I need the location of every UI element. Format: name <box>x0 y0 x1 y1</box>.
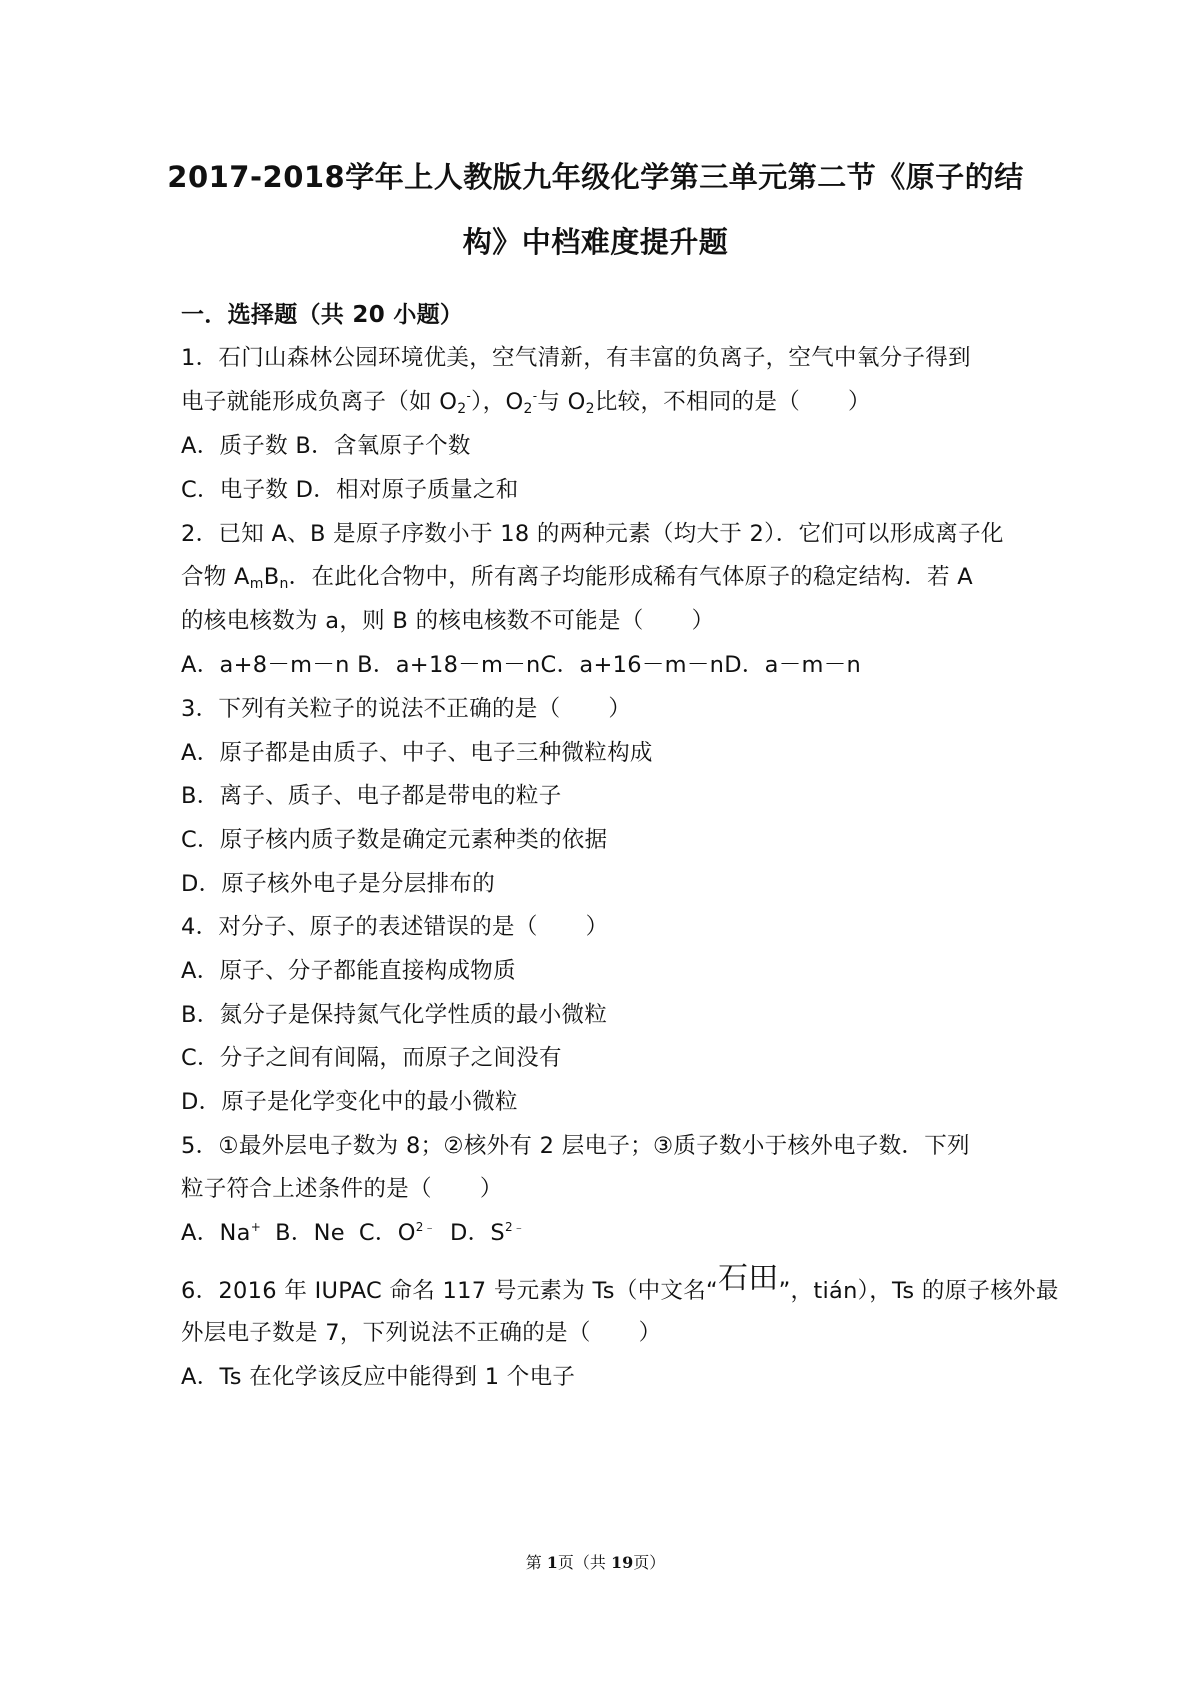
q2-subscript-m: m <box>249 576 264 592</box>
q5-option-a-charge: + <box>250 1220 262 1234</box>
document-title-line-1: 2017-2018学年上人教版九年级化学第三单元第二节《原子的结 <box>167 160 1024 194</box>
q5-option-b: B．Ne <box>275 1220 345 1246</box>
q4-option-d: D．原子是化学变化中的最小微粒 <box>181 1089 518 1115</box>
q6-stem-line-1 <box>181 1261 1059 1306</box>
q3-close-paren: ） <box>608 696 632 722</box>
q5-option-a: A．Na <box>181 1220 251 1246</box>
q2-close-paren: ） <box>691 608 715 634</box>
q1-superscript: - <box>532 389 538 403</box>
q4-stem <box>181 912 608 942</box>
q3-stem <box>181 694 631 724</box>
section-heading: 一．选择题（共 20 小题） <box>181 302 464 328</box>
q1-options-ab: A．质子数 B．含氧原子个数 <box>181 433 471 459</box>
q1-close-paren: ） <box>848 389 871 415</box>
q4-stem-text: 4．对分子、原子的表述错误的是（ <box>181 914 538 940</box>
q2-stem-line-1: 2．已知 A、B 是原子序数小于 18 的两种元素（均大于 2）．它们可以形成离子化 <box>181 521 1004 547</box>
q6-text-b: ”，tián），Ts 的原子核外最 <box>778 1278 1059 1304</box>
q1-subscript: 2 <box>457 401 467 417</box>
q3-option-a: A．原子都是由质子、中子、电子三种微粒构成 <box>181 740 653 766</box>
q3-option-b: B．离子、质子、电子都是带电的粒子 <box>181 783 562 809</box>
document-title-line-2: 构》中档难度提升题 <box>462 225 729 259</box>
q2-options: A．a+8－m－n B．a+18－m－nC．a+16－m－nD．a－m－n <box>181 652 862 678</box>
q1-text-c: 与 O <box>537 389 586 415</box>
q6-close-paren: ） <box>638 1320 662 1346</box>
current-page-number: 1 <box>546 1553 558 1572</box>
q5-option-c: C．O <box>358 1220 416 1246</box>
q1-text-d: 比较，不相同的是（ <box>594 389 801 415</box>
q5-stem-line-1: 5．①最外层电子数为 8；②核外有 2 层电子；③质子数小于核外电子数．下列 <box>181 1133 970 1159</box>
page-footer <box>0 1550 1191 1573</box>
q2-text-line3: 的核电核数为 a，则 B 的核电核数不可能是（ <box>181 608 644 634</box>
q5-option-d-charge: 2﹣ <box>504 1220 526 1234</box>
q5-option-c-charge: 2﹣ <box>415 1220 436 1234</box>
q1-superscript: - <box>466 389 472 403</box>
q5-close-paren: ） <box>479 1176 503 1202</box>
q2-stem-line-3 <box>181 606 714 636</box>
footer-middle: 页（共 <box>557 1553 612 1572</box>
q6-text-a: 6．2016 年 IUPAC 命名 117 号元素为 Ts（中文名“ <box>181 1278 718 1304</box>
q3-option-d: D．原子核外电子是分层排布的 <box>181 871 496 897</box>
footer-suffix: 页） <box>633 1553 666 1572</box>
q5-option-d: D．S <box>449 1220 505 1246</box>
q4-close-paren: ） <box>585 914 609 940</box>
q1-stem-line-2 <box>181 387 871 417</box>
q2-stem-line-2 <box>181 562 973 592</box>
q2-subscript-n: n <box>279 576 289 592</box>
q5-stem-line-2 <box>181 1174 503 1204</box>
q6-stem-line-2 <box>181 1318 661 1348</box>
q2-text-c: ．在此化合物中，所有离子均能形成稀有气体原子的稳定结构．若 A <box>288 564 973 590</box>
q6-option-a: A．Ts 在化学该反应中能得到 1 个电子 <box>181 1364 576 1390</box>
q2-text-b: B <box>263 564 280 590</box>
q2-text-a: 合物 A <box>181 564 250 590</box>
q3-stem-text: 3．下列有关粒子的说法不正确的是（ <box>181 696 561 722</box>
q4-option-a: A．原子、分子都能直接构成物质 <box>181 958 516 984</box>
q3-option-c: C．原子核内质子数是确定元素种类的依据 <box>181 827 608 853</box>
q5-options <box>181 1218 525 1248</box>
q1-options-cd: C．电子数 D．相对原子质量之和 <box>181 477 519 503</box>
q5-stem-text: 粒子符合上述条件的是（ <box>181 1176 432 1202</box>
q6-stem-text: 外层电子数是 7，下列说法不正确的是（ <box>181 1320 591 1346</box>
q6-element-character: 石田 <box>717 1261 779 1296</box>
q1-stem-line-1: 1．石门山森林公园环境优美，空气清新，有丰富的负离子，空气中氧分子得到 <box>181 345 971 371</box>
footer-prefix: 第 <box>525 1553 547 1572</box>
total-page-count: 19 <box>611 1553 634 1572</box>
q1-text-a: 电子就能形成负离子（如 O <box>181 389 458 415</box>
q1-subscript: 2 <box>585 401 595 417</box>
q1-subscript: 2 <box>523 401 533 417</box>
q4-option-c: C．分子之间有间隔，而原子之间没有 <box>181 1045 562 1071</box>
q1-text-b: ），O <box>471 389 524 415</box>
q4-option-b: B．氮分子是保持氮气化学性质的最小微粒 <box>181 1002 608 1028</box>
